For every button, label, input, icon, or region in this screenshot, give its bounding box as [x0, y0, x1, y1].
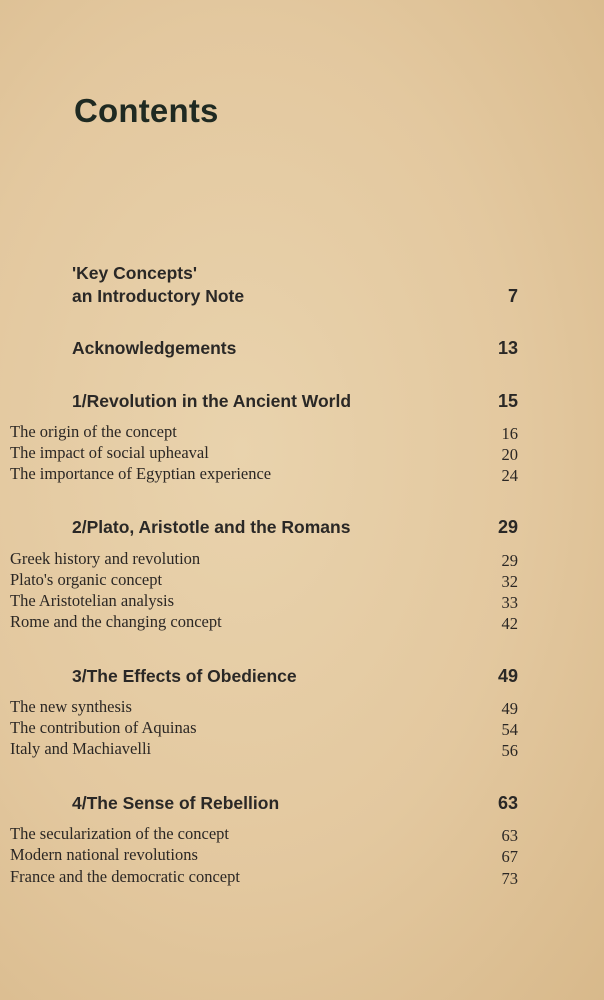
acknowledgements-label: Acknowledgements: [72, 338, 237, 358]
chapter-heading: [72, 793, 518, 814]
toc-entry-label: Plato's organic concept: [10, 570, 163, 589]
intro-label-line1: 'Key Concepts': [72, 263, 198, 283]
chapter-heading: [72, 517, 518, 538]
toc-entry-page: 42: [501, 614, 518, 633]
chapter-page-number: 63: [497, 793, 518, 813]
acknowledgements-entry: [72, 338, 518, 359]
toc-entry-label: Greek history and revolution: [10, 549, 201, 568]
toc-entry: [10, 443, 518, 464]
intro-label-line2: an Introductory Note: [72, 286, 245, 306]
toc-entry: [10, 591, 518, 612]
acknowledgements-page-number: 13: [497, 338, 518, 358]
toc-entry-label: The origin of the concept: [10, 422, 177, 441]
toc-entry-page: 33: [501, 593, 518, 612]
toc-entry: [10, 718, 518, 739]
toc-entry-label: The Aristotelian analysis: [10, 591, 175, 610]
toc-entry-page: 73: [501, 869, 518, 888]
toc-entry-label: Italy and Machiavelli: [10, 739, 152, 758]
toc-entry-page: 54: [501, 720, 518, 739]
toc-entry-page: 32: [501, 572, 518, 591]
intro-page-number: 7: [507, 286, 518, 306]
toc-entry-page: 24: [501, 466, 518, 485]
chapter-title: 2/Plato, Aristotle and the Romans: [72, 517, 351, 537]
toc-entry-page: 67: [501, 847, 518, 866]
toc-entry-label: Modern national revolutions: [10, 845, 198, 864]
chapter-title: 1/Revolution in the Ancient World: [72, 391, 352, 411]
chapter-page-number: 49: [497, 666, 518, 686]
toc-entry-page: 49: [501, 699, 518, 718]
toc-entry-label: The importance of Egyptian experience: [10, 464, 272, 483]
toc-entry-page: 29: [501, 551, 518, 570]
toc-entry: [10, 464, 518, 485]
toc-entry: [10, 570, 518, 591]
chapter-page-number: 15: [497, 391, 518, 411]
chapter-heading: [72, 391, 518, 412]
toc-entry: [10, 612, 518, 633]
toc-entry: [10, 697, 518, 718]
toc-entry-page: 20: [501, 445, 518, 464]
toc-entry-label: Rome and the changing concept: [10, 612, 222, 631]
chapter-title: 4/The Sense of Rebellion: [72, 793, 280, 813]
toc-entry: [10, 867, 518, 888]
chapter-title: 3/The Effects of Obedience: [72, 666, 297, 686]
toc-entry-page: 16: [501, 424, 518, 443]
toc-entry: [10, 422, 518, 443]
toc-entry: [10, 845, 518, 866]
toc-entry: [10, 824, 518, 845]
chapter-page-number: 29: [497, 517, 518, 537]
toc-entry-label: The contribution of Aquinas: [10, 718, 197, 737]
toc-entry: [10, 549, 518, 570]
page-title: Contents: [74, 92, 219, 129]
toc-entry-label: The impact of social upheaval: [10, 443, 209, 462]
toc-entry-page: 56: [501, 741, 518, 760]
toc-entry: [10, 739, 518, 760]
toc-entry-label: France and the democratic concept: [10, 867, 240, 886]
toc-entry-page: 63: [501, 826, 518, 845]
chapter-heading: [72, 666, 518, 687]
intro-entry: [72, 262, 518, 308]
toc-entry-label: The new synthesis: [10, 697, 132, 716]
toc-entry-label: The secularization of the concept: [10, 824, 229, 843]
